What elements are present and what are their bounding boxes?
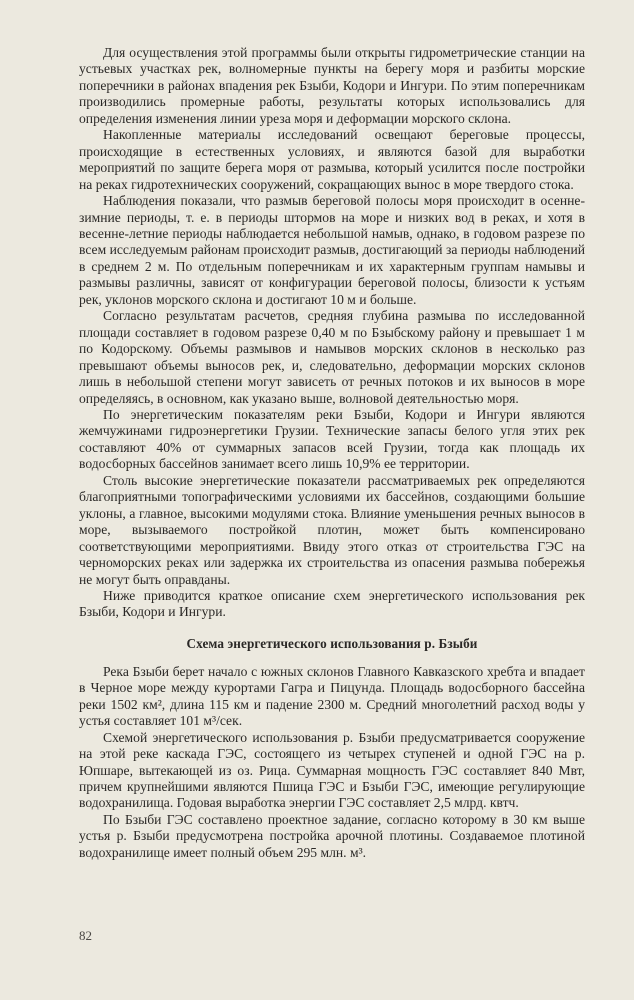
- paragraph: По энергетическим показателям реки Бзыби, Кодори и Ингури являются жемчужинами гидроэнергетики Грузии. Технические запасы белого угля этих рек составляют 40% от суммарных запасов всей Грузии, тогда как площадь их водосборных бассейнов занимает всего лишь 10,9% ее территории.: [79, 406, 585, 472]
- body-text-top: [79, 45, 585, 621]
- body-text-bottom: [79, 664, 585, 861]
- paragraph: Для осуществления этой программы были открыты гидрометрические станции на устьевых участках рек, волномерные пункты на берегу моря и разбиты морские поперечники в районах впадения рек Бзыби, Кодори и Ингури. По этим поперечникам производились промерные работы, результаты которых использовались для определения изменения линии уреза моря и деформации морского склона.: [79, 45, 585, 126]
- paragraph: Согласно результатам расчетов, средняя глубина размыва по исследованной площади составляет в годовом разрезе 0,40 м по Бзыбскому району и превышает 1 м по Кодорскому. Объемы размывов и намывов морских склонов в несколько раз превышают объемы выносов рек, и, следовательно, деформации морских склонов лишь в небольшой степени могут зависеть от речных потоков и их выносов в море определяясь, в основном, как указано выше, волновой деятельностью моря.: [79, 308, 585, 406]
- paragraph: Наблюдения показали, что размыв береговой полосы моря происходит в осенне-зимние периоды, т. е. в периоды штормов на море и низких вод в реках, и хотя в весенне-летние периоды наблюдается небольшой намыв, однако, в годовом разрезе по всем исследуемым районам происходит размыв, достигающий за периоды наблюдений в среднем 2 м. По отдельным поперечникам и их характерным группам намывы и размывы различны, зависят от конфигурации береговой полосы, близости к устьям рек, уклонов морского склона и достигают 10 м и больше.: [79, 193, 585, 307]
- page-number: 82: [79, 928, 92, 943]
- paragraph: Река Бзыби берет начало с южных склонов Главного Кавказского хребта и впадает в Черное море между курортами Гагра и Пицунда. Площадь водосборного бассейна реки 1502 км², длина 115 км и падение 2300 м. Средний многолетний расход воды у устья составляет 101 м³/сек.: [79, 663, 585, 729]
- paragraph: Накопленные материалы исследований освещают береговые процессы, происходящие в естественных условиях, и являются базой для выработки мероприятий по защите берега моря от размыва, который усилится после постройки на реках гидротехнических сооружений, сокращающих вынос в море твердого стока.: [79, 127, 585, 192]
- paragraph: Схемой энергетического использования р. Бзыби предусматривается сооружение на этой реке каскада ГЭС, состоящего из четырех ступеней и одной ГЭС на р. Юпшаре, вытекающей из оз. Рица. Суммарная мощность ГЭС составляет 840 Мвт, причем крупнейшими являются Пшица ГЭС и Бзыби ГЭС, имеющие регулирующие водохранилища. Годовая выработка энергии ГЭС составляет 2,5 млрд. квтч.: [79, 729, 585, 811]
- section-heading: Схема энергетического использования р. Бзыби: [186, 635, 478, 651]
- paragraph: Столь высокие энергетические показатели рассматриваемых рек определяются благоприятными топографическими условиями их бассейнов, создающими большие уклоны, а главное, высокими модулями стока. Влияние уменьшения речных выносов в море, вызываемого постройкой плотин, может быть компенсировано соответствующими мероприятиями. Ввиду этого отказ от строительства ГЭС на черноморских реках или задержка их строительства из опасения размыва побережья не могут быть оправданы.: [79, 472, 585, 587]
- paragraph: По Бзыби ГЭС составлено проектное задание, согласно которому в 30 км выше устья р. Бзыби предусмотрена постройка арочной плотины. Создаваемое плотиной водохранилище имеет полный объем 295 млн. м³.: [79, 811, 585, 860]
- paragraph: Ниже приводится краткое описание схем энергетического использования рек Бзыби, Кодори и Ингури.: [79, 587, 585, 620]
